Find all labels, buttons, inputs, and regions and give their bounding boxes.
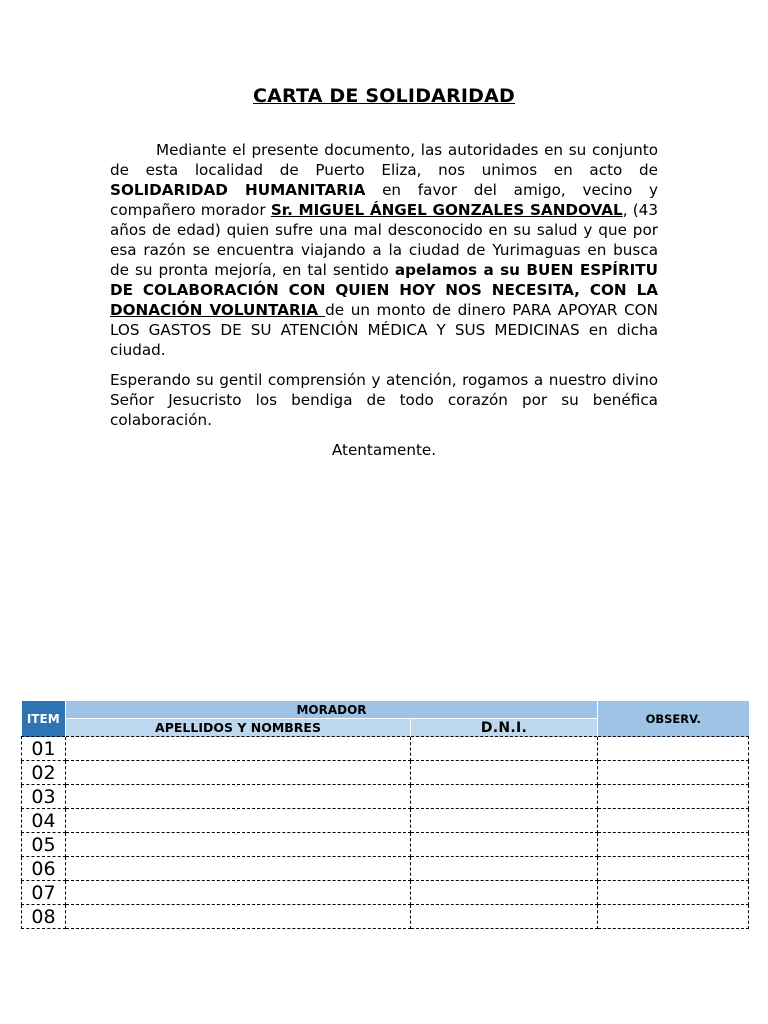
letter-body (110, 140, 658, 470)
observ-cell[interactable] (598, 857, 749, 881)
row-number: 02 (22, 761, 66, 785)
row-number: 07 (22, 881, 66, 905)
header-observ: OBSERV. (598, 701, 749, 737)
dni-cell[interactable] (411, 785, 598, 809)
header-item: ITEM (22, 701, 66, 737)
row-number: 04 (22, 809, 66, 833)
table-row (22, 809, 749, 833)
name-cell[interactable] (66, 809, 411, 833)
name-cell[interactable] (66, 761, 411, 785)
bold-appeal: apelamos a su BUEN ESPÍRITU DE COLABORACIÓN CON QUIEN HOY NOS NECESITA, CON LA (110, 261, 658, 299)
observ-cell[interactable] (598, 809, 749, 833)
beneficiary-name: Sr. MIGUEL ÁNGEL GONZALES SANDOVAL (270, 201, 623, 219)
table-row (22, 761, 749, 785)
row-number: 01 (22, 737, 66, 761)
row-number: 08 (22, 905, 66, 929)
row-number: 03 (22, 785, 66, 809)
table-row (22, 857, 749, 881)
table-row (22, 833, 749, 857)
observ-cell[interactable] (598, 905, 749, 929)
closing-text: Atentamente. (331, 441, 437, 459)
table-row (22, 905, 749, 929)
text-segment: de un monto de dinero PARA APOYAR CON LOS GASTOS DE SU ATENCIÓN MÉDICA Y SUS MEDICINAS en dicha ciudad. (110, 301, 658, 359)
document-title: CARTA DE SOLIDARIDAD (252, 85, 516, 107)
table-row (22, 785, 749, 809)
header-morador: MORADOR (66, 701, 598, 719)
dni-cell[interactable] (411, 857, 598, 881)
name-cell[interactable] (66, 737, 411, 761)
dni-cell[interactable] (411, 737, 598, 761)
row-number: 06 (22, 857, 66, 881)
header-names: APELLIDOS Y NOMBRES (66, 719, 411, 737)
dni-cell[interactable] (411, 809, 598, 833)
donors-table (21, 701, 749, 929)
header-dni: D.N.I. (411, 719, 598, 737)
text-segment: Mediante el presente documento, las autoridades en su conjunto de esta localidad de Puerto Eliza, nos unimos en acto de (110, 141, 658, 179)
name-cell[interactable] (66, 905, 411, 929)
bold-solidarity: SOLIDARIDAD HUMANITARIA (110, 181, 366, 199)
dni-cell[interactable] (411, 881, 598, 905)
paragraph-thanks: Esperando su gentil comprensión y atención, rogamos a nuestro divino Señor Jesucristo los bendiga de todo corazón por su benéfica colaboración. (110, 371, 658, 429)
bold-donation: DONACIÓN VOLUNTARIA (110, 301, 326, 319)
name-cell[interactable] (66, 857, 411, 881)
observ-cell[interactable] (598, 785, 749, 809)
observ-cell[interactable] (598, 737, 749, 761)
table-row (22, 737, 749, 761)
dni-cell[interactable] (411, 905, 598, 929)
name-cell[interactable] (66, 785, 411, 809)
observ-cell[interactable] (598, 881, 749, 905)
text-segment: , (43 años de edad) quien sufre una mal desconocido en su salud y que por esa razón se encuentra viajando a la ciudad de Yurimaguas en busca de su pronta mejoría, en tal sentido (110, 201, 659, 279)
paragraph-appeal (110, 140, 658, 360)
dni-cell[interactable] (411, 833, 598, 857)
name-cell[interactable] (66, 881, 411, 905)
dni-cell[interactable] (411, 761, 598, 785)
name-cell[interactable] (66, 833, 411, 857)
table-row (22, 881, 749, 905)
observ-cell[interactable] (598, 761, 749, 785)
text-segment: en favor del amigo, vecino y compañero morador (110, 181, 658, 219)
observ-cell[interactable] (598, 833, 749, 857)
row-number: 05 (22, 833, 66, 857)
